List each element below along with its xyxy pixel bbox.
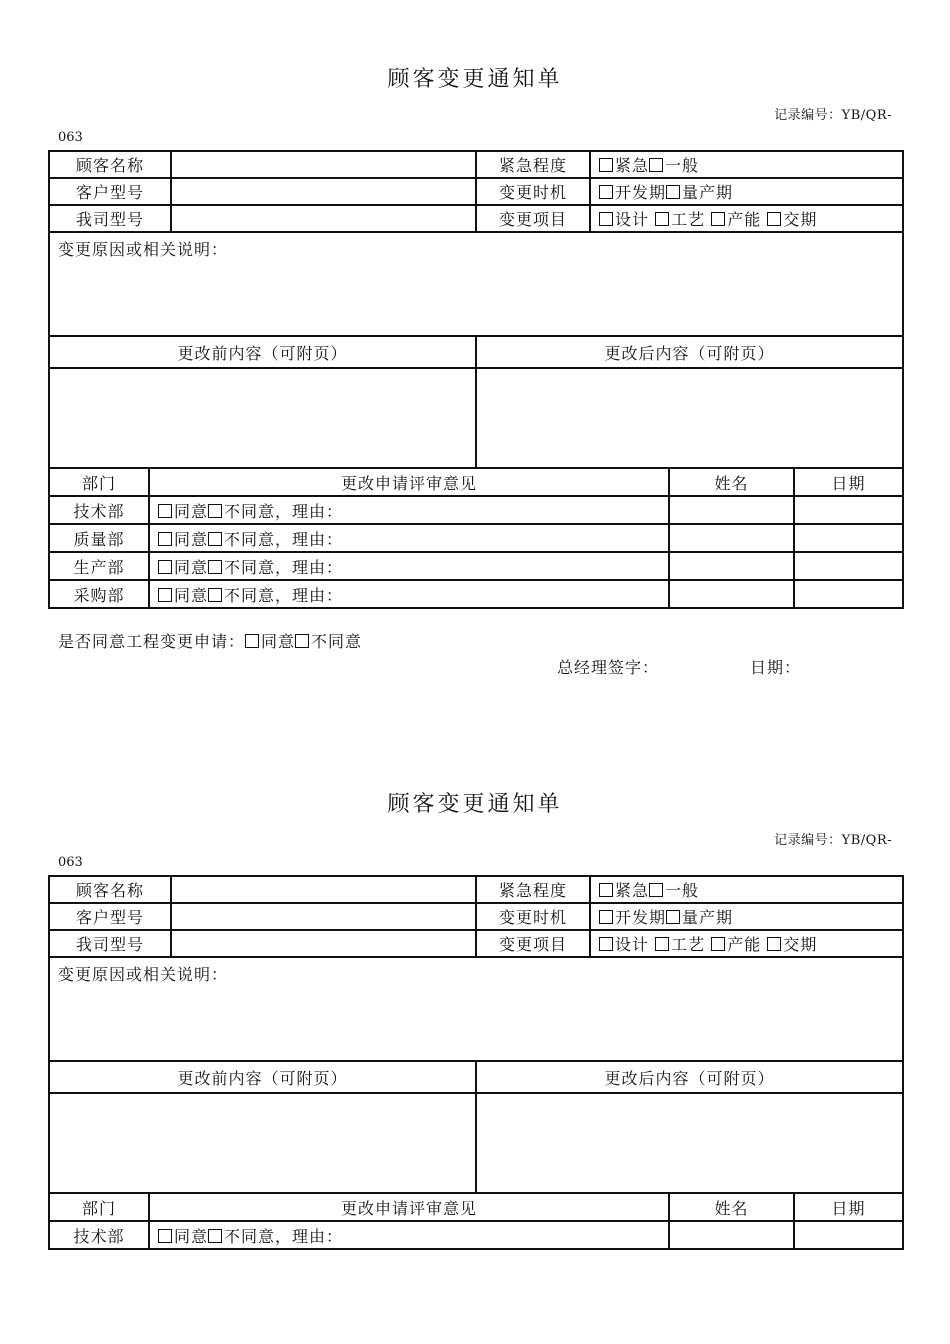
disagree-label: 不同意，理由： xyxy=(224,557,344,577)
department-header: 部门 xyxy=(49,468,149,496)
option-development: 开发期 xyxy=(615,183,667,202)
table-row xyxy=(49,336,903,368)
before-content-field[interactable] xyxy=(49,368,476,468)
table-row xyxy=(49,496,903,524)
our-model-label: 我司型号 xyxy=(49,205,171,232)
option-mass-production: 量产期 xyxy=(682,908,734,927)
info-table xyxy=(48,150,904,469)
disagree-label: 不同意，理由： xyxy=(224,585,344,605)
form-title: 顾客变更通知单 xyxy=(387,67,563,92)
checkbox-disagree[interactable] xyxy=(208,1229,222,1243)
name-header: 姓名 xyxy=(669,468,794,496)
table-row xyxy=(49,876,903,903)
urgency-label: 紧急程度 xyxy=(476,876,590,903)
checkbox-design[interactable] xyxy=(599,212,613,226)
option-design: 设计 xyxy=(615,210,650,229)
opinion-cell xyxy=(149,524,669,552)
agree-label: 同意 xyxy=(174,501,209,521)
checkbox-capacity[interactable] xyxy=(711,937,725,951)
checkbox-final-disagree[interactable] xyxy=(295,634,309,648)
date-field[interactable] xyxy=(794,552,903,580)
reason-label: 变更原因或相关说明： xyxy=(58,240,229,259)
our-model-field[interactable] xyxy=(171,930,476,957)
option-urgent: 紧急 xyxy=(615,156,650,175)
opinion-header: 更改申请评审意见 xyxy=(149,468,669,496)
final-approval-line xyxy=(58,629,362,652)
our-model-field[interactable] xyxy=(171,205,476,232)
checkbox-agree[interactable] xyxy=(158,1229,172,1243)
name-field[interactable] xyxy=(669,496,794,524)
table-row xyxy=(49,524,903,552)
customer-name-field[interactable] xyxy=(171,151,476,178)
department-purchasing: 采购部 xyxy=(49,580,149,608)
checkbox-agree[interactable] xyxy=(158,504,172,518)
date-header: 日期 xyxy=(794,468,903,496)
reason-label: 变更原因或相关说明： xyxy=(58,965,229,984)
option-process: 工艺 xyxy=(671,935,706,954)
customer-model-label: 客户型号 xyxy=(49,178,171,205)
table-row xyxy=(49,930,903,957)
after-content-field[interactable] xyxy=(476,1093,903,1193)
table-row xyxy=(49,1061,903,1093)
change-timing-label: 变更时机 xyxy=(476,178,590,205)
table-row xyxy=(49,552,903,580)
checkbox-mass-production[interactable] xyxy=(666,910,680,924)
option-normal: 一般 xyxy=(665,156,700,175)
checkbox-mass-production[interactable] xyxy=(666,185,680,199)
urgency-options xyxy=(590,151,903,178)
checkbox-delivery[interactable] xyxy=(767,212,781,226)
timing-options xyxy=(590,903,903,930)
checkbox-delivery[interactable] xyxy=(767,937,781,951)
table-row xyxy=(49,151,903,178)
disagree-label: 不同意，理由： xyxy=(224,529,344,549)
table-row xyxy=(49,232,903,336)
customer-name-label: 顾客名称 xyxy=(49,876,171,903)
table-row xyxy=(49,178,903,205)
date-header: 日期 xyxy=(794,1193,903,1221)
info-table xyxy=(48,875,904,1194)
reason-field[interactable] xyxy=(49,232,903,336)
option-delivery: 交期 xyxy=(783,935,818,954)
date-field[interactable] xyxy=(794,580,903,608)
opinion-cell xyxy=(149,496,669,524)
agree-label: 同意 xyxy=(174,585,209,605)
change-item-label: 变更项目 xyxy=(476,930,590,957)
record-number: 记录编号：YB/QR- xyxy=(774,833,892,848)
date-field[interactable] xyxy=(794,496,903,524)
form-table-frame xyxy=(48,875,902,1250)
review-table xyxy=(48,467,904,609)
agree-label: 同意 xyxy=(174,557,209,577)
disagree-label: 不同意，理由： xyxy=(224,1226,344,1246)
option-capacity: 产能 xyxy=(727,935,762,954)
name-field[interactable] xyxy=(669,580,794,608)
record-code: 063 xyxy=(58,130,83,145)
option-normal: 一般 xyxy=(665,881,700,900)
final-agree-label: 同意 xyxy=(261,632,296,651)
table-row xyxy=(49,580,903,608)
checkbox-development[interactable] xyxy=(599,910,613,924)
customer-model-field[interactable] xyxy=(171,178,476,205)
opinion-cell xyxy=(149,580,669,608)
final-question: 是否同意工程变更申请： xyxy=(58,632,246,651)
department-tech: 技术部 xyxy=(49,1221,149,1249)
option-mass-production: 量产期 xyxy=(682,183,734,202)
checkbox-development[interactable] xyxy=(599,185,613,199)
checkbox-agree[interactable] xyxy=(158,588,172,602)
department-tech: 技术部 xyxy=(49,496,149,524)
customer-name-label: 顾客名称 xyxy=(49,151,171,178)
final-disagree-label: 不同意 xyxy=(311,632,363,651)
option-urgent: 紧急 xyxy=(615,881,650,900)
urgency-options xyxy=(590,876,903,903)
table-row xyxy=(49,368,903,468)
opinion-cell xyxy=(149,552,669,580)
agree-label: 同意 xyxy=(174,529,209,549)
change-item-label: 变更项目 xyxy=(476,205,590,232)
checkbox-disagree[interactable] xyxy=(208,560,222,574)
customer-model-label: 客户型号 xyxy=(49,903,171,930)
change-item-options xyxy=(590,205,903,232)
record-number: 记录编号：YB/QR- xyxy=(774,108,892,123)
before-content-field[interactable] xyxy=(49,1093,476,1193)
checkbox-disagree[interactable] xyxy=(208,588,222,602)
checkbox-process[interactable] xyxy=(655,212,669,226)
checkbox-process[interactable] xyxy=(655,937,669,951)
option-design: 设计 xyxy=(615,935,650,954)
disagree-label: 不同意，理由： xyxy=(224,501,344,521)
option-capacity: 产能 xyxy=(727,210,762,229)
customer-name-field[interactable] xyxy=(171,876,476,903)
signature-date-label: 日期： xyxy=(750,658,802,677)
record-code: 063 xyxy=(58,855,83,870)
gm-signature-label: 总经理签字： xyxy=(557,658,660,677)
agree-label: 同意 xyxy=(174,1226,209,1246)
before-content-label: 更改前内容（可附页） xyxy=(49,1061,476,1093)
checkbox-agree[interactable] xyxy=(158,560,172,574)
checkbox-capacity[interactable] xyxy=(711,212,725,226)
checkbox-agree[interactable] xyxy=(158,532,172,546)
checkbox-design[interactable] xyxy=(599,937,613,951)
checkbox-disagree[interactable] xyxy=(208,504,222,518)
name-field[interactable] xyxy=(669,1221,794,1249)
table-row xyxy=(49,205,903,232)
table-row xyxy=(49,468,903,496)
checkbox-normal[interactable] xyxy=(649,883,663,897)
reason-field[interactable] xyxy=(49,957,903,1061)
date-field[interactable] xyxy=(794,1221,903,1249)
table-row xyxy=(49,957,903,1061)
department-quality: 质量部 xyxy=(49,524,149,552)
opinion-header: 更改申请评审意见 xyxy=(149,1193,669,1221)
option-delivery: 交期 xyxy=(783,210,818,229)
date-field[interactable] xyxy=(794,524,903,552)
opinion-cell xyxy=(149,1221,669,1249)
change-timing-label: 变更时机 xyxy=(476,903,590,930)
after-content-label: 更改后内容（可附页） xyxy=(476,1061,903,1093)
option-development: 开发期 xyxy=(615,908,667,927)
checkbox-normal[interactable] xyxy=(649,158,663,172)
checkbox-urgent[interactable] xyxy=(599,883,613,897)
table-row xyxy=(49,1221,903,1249)
our-model-label: 我司型号 xyxy=(49,930,171,957)
change-item-options xyxy=(590,930,903,957)
option-process: 工艺 xyxy=(671,210,706,229)
department-header: 部门 xyxy=(49,1193,149,1221)
name-field[interactable] xyxy=(669,552,794,580)
table-row xyxy=(49,903,903,930)
before-content-label: 更改前内容（可附页） xyxy=(49,336,476,368)
name-field[interactable] xyxy=(669,524,794,552)
form-table-frame xyxy=(48,150,902,609)
checkbox-urgent[interactable] xyxy=(599,158,613,172)
after-content-field[interactable] xyxy=(476,368,903,468)
after-content-label: 更改后内容（可附页） xyxy=(476,336,903,368)
table-row xyxy=(49,1093,903,1193)
urgency-label: 紧急程度 xyxy=(476,151,590,178)
customer-model-field[interactable] xyxy=(171,903,476,930)
checkbox-disagree[interactable] xyxy=(208,532,222,546)
table-row xyxy=(49,1193,903,1221)
review-table xyxy=(48,1192,904,1250)
form-title: 顾客变更通知单 xyxy=(387,792,563,817)
name-header: 姓名 xyxy=(669,1193,794,1221)
timing-options xyxy=(590,178,903,205)
department-production: 生产部 xyxy=(49,552,149,580)
checkbox-final-agree[interactable] xyxy=(245,634,259,648)
